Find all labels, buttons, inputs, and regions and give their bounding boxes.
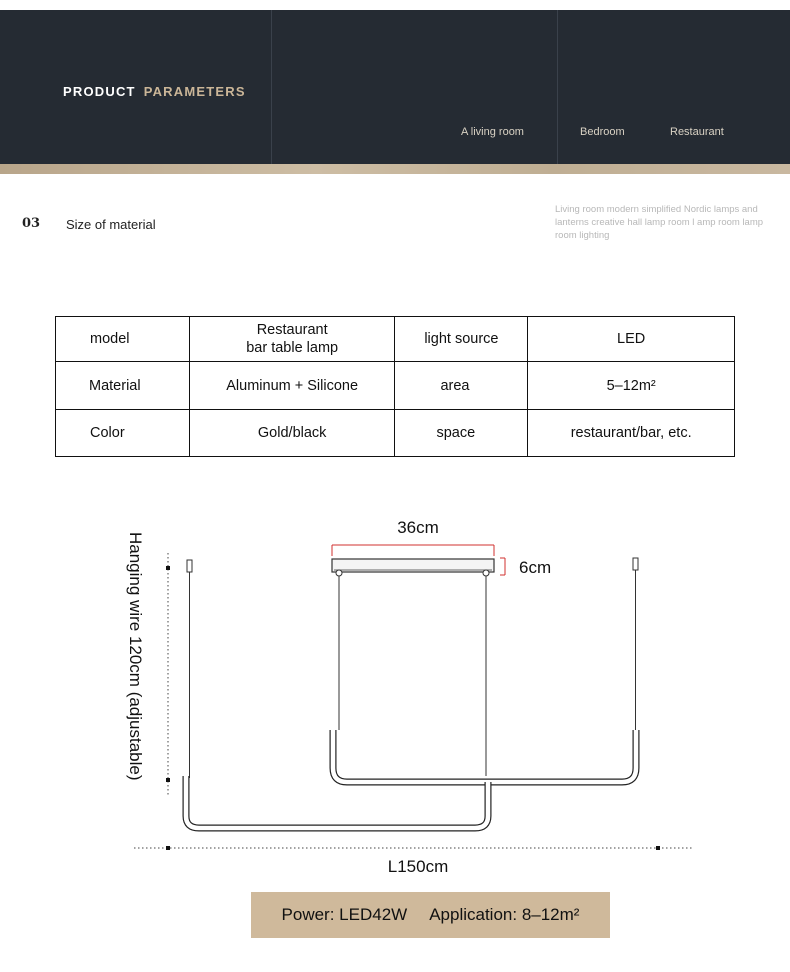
section-description: Living room modern simplified Nordic lamps and lanterns creative hall lamp room l amp room lamp room lighting (555, 204, 764, 241)
banner-divider (557, 10, 558, 164)
section-number: 03 (22, 216, 41, 231)
table-cell: light source (395, 317, 528, 362)
table-row (56, 362, 735, 410)
banner-gold-strip (0, 164, 790, 174)
cell-line: bar table lamp (246, 340, 339, 356)
table-cell (189, 317, 395, 362)
table-cell: model (56, 317, 190, 362)
table-row (56, 410, 735, 457)
table-cell: Color (56, 410, 190, 457)
lamp-frame-upper (333, 730, 636, 782)
table-cell: space (395, 410, 528, 457)
table-cell: area (395, 362, 528, 410)
length-label: L150cm (387, 857, 449, 876)
table-cell: Aluminum + Silicone (189, 362, 395, 410)
table-cell: restaurant/bar, etc. (528, 410, 735, 457)
table-row (56, 317, 735, 362)
title-product: PRODUCT (63, 84, 136, 99)
page-title (63, 84, 246, 99)
cell-line: Restaurant (256, 322, 328, 338)
lamp-dimension-drawing (0, 480, 790, 880)
hanging-wire-label: Hanging wire 120cm (adjustable) (126, 532, 145, 781)
canopy-width-label: 36cm (397, 518, 439, 537)
canopy-height-dimension (500, 558, 505, 575)
canopy-height-label: 6cm (519, 558, 552, 577)
canopy-width-dimension (332, 545, 494, 556)
banner-divider (271, 10, 272, 164)
section-label: Size of material (66, 217, 156, 232)
table-cell: Gold/black (189, 410, 395, 457)
room-living: A living room (461, 126, 524, 138)
power-application-bar (251, 892, 610, 938)
table-cell: 5–12m² (528, 362, 735, 410)
room-restaurant: Restaurant (670, 126, 724, 138)
room-bedroom: Bedroom (580, 126, 625, 138)
application-text: Application: 8–12m² (429, 905, 580, 924)
power-text: Power: LED42W (281, 905, 408, 924)
table-cell: LED (528, 317, 735, 362)
table-cell: Material (56, 362, 190, 410)
title-parameters: PARAMETERS (143, 84, 246, 99)
parameter-table (55, 316, 735, 457)
